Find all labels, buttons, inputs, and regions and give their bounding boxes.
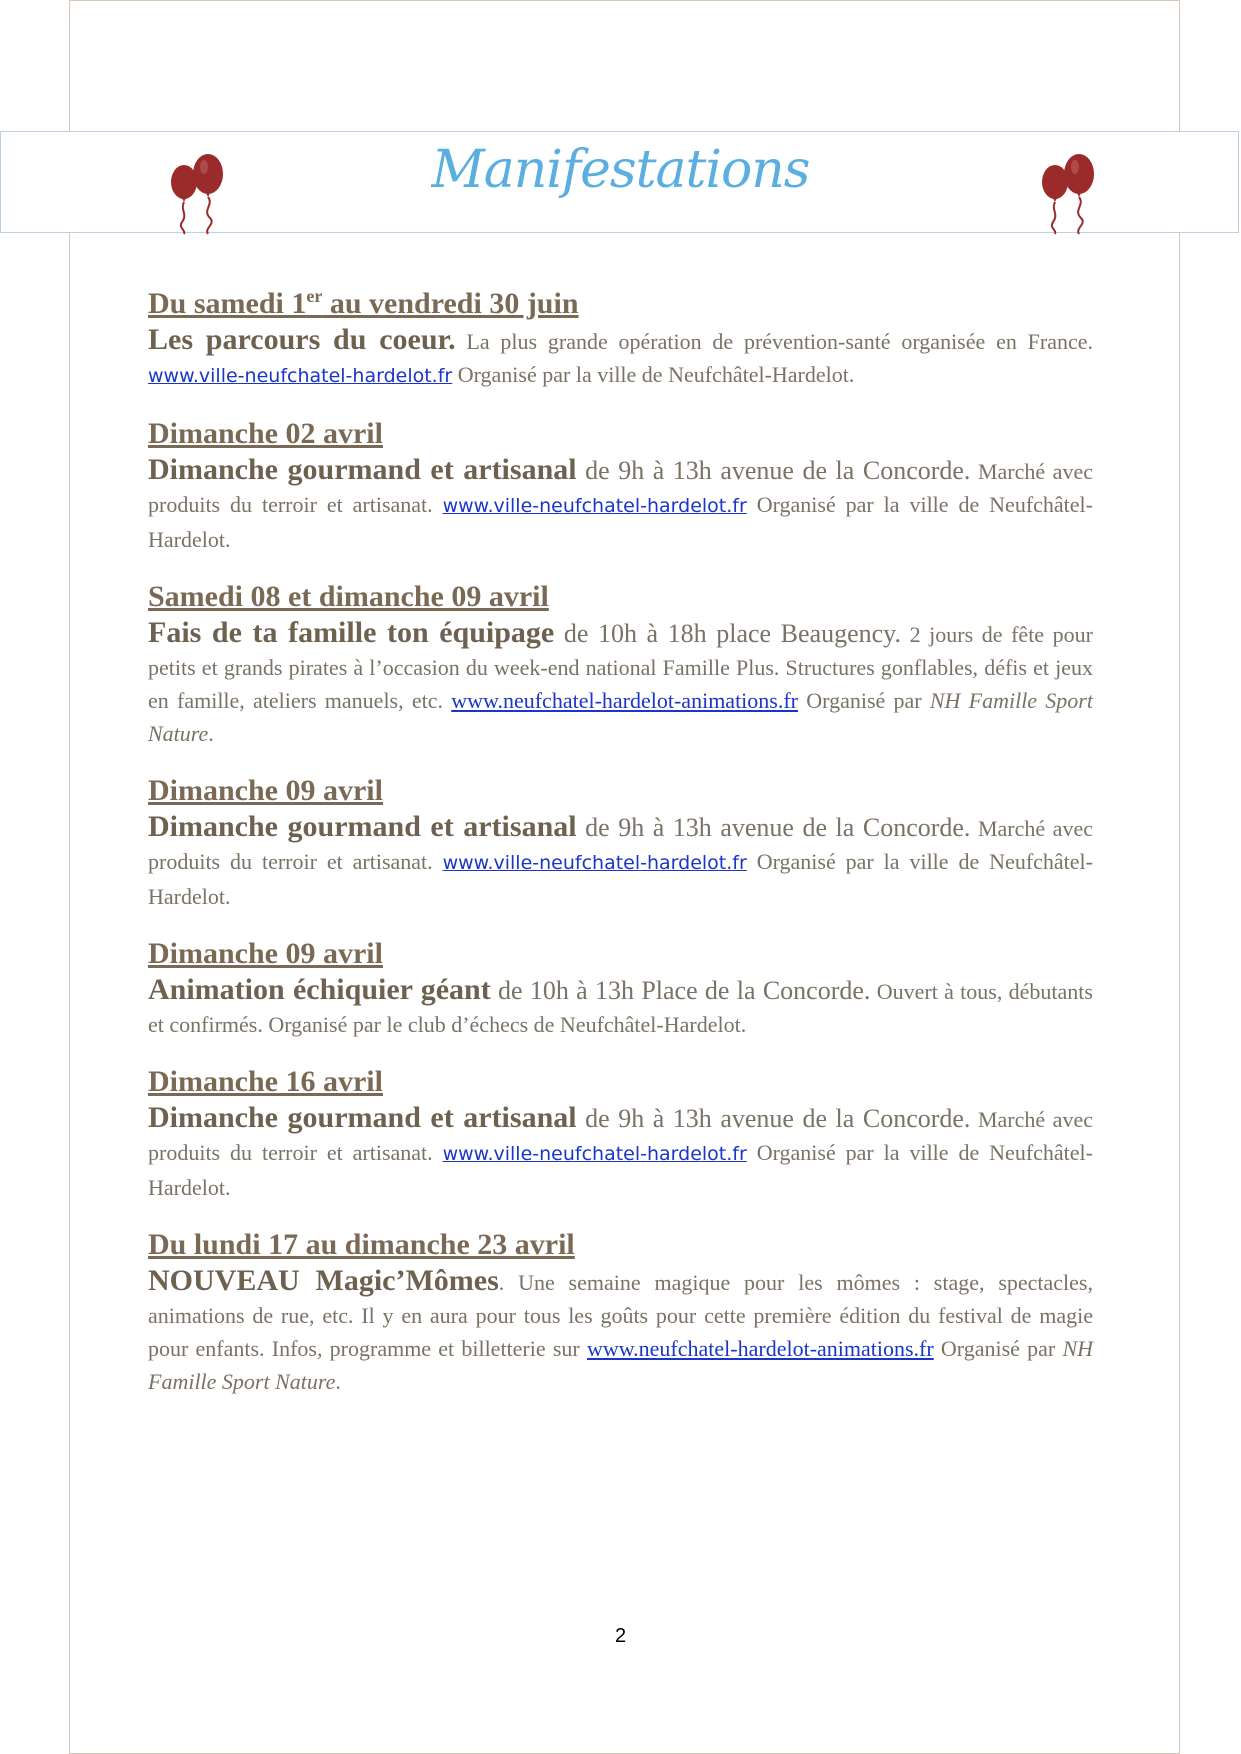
event-description: Dimanche gourmand et artisanal de 9h à 13h avenue de la Concorde. Marché avec produits du terroir et artisanat. www.ville-neufchatel-hardelot.fr Organisé par la ville de Neufchâtel-Hardelot. xyxy=(148,810,1093,909)
event-date: Du samedi 1er au vendredi 30 juin xyxy=(148,286,579,320)
event-description: NOUVEAU Magic’Mômes. Une semaine magique pour les mômes : stage, spectacles, animations de rue, etc. Il y en aura pour tous les goûts pour cette première édition du festival de magie pour enfants. Infos, programme et billetterie sur www.neufchatel-hardelot-animations.fr Organisé par NH Famille Sport Nature. xyxy=(148,1264,1093,1394)
event-description: Fais de ta famille ton équipage de 10h à 18h place Beaugency. 2 jours de fête pour petits et grands pirates à l’occasion du week-end national Famille Plus. Structures gonflables, défis et jeux en famille, ateliers manuels, etc. www.neufchatel-hardelot-animations.fr Organisé par NH Famille Sport Nature. xyxy=(148,616,1093,746)
event-item xyxy=(148,935,1093,1041)
event-title: Dimanche gourmand et artisanal xyxy=(148,810,577,843)
event-link[interactable]: www.ville-neufchatel-hardelot.fr xyxy=(442,1143,747,1165)
event-link[interactable]: www.ville-neufchatel-hardelot.fr xyxy=(442,495,747,517)
event-date: Dimanche 16 avril xyxy=(148,1065,383,1098)
event-description: Dimanche gourmand et artisanal de 9h à 13h avenue de la Concorde. Marché avec produits du terroir et artisanat. www.ville-neufchatel-hardelot.fr Organisé par la ville de Neufchâtel-Hardelot. xyxy=(148,1101,1093,1200)
event-description: Les parcours du coeur. La plus grande opération de prévention-santé organisée en France. www.ville-neufchatel-hardelot.fr Organisé par la ville de Neufchâtel-Hardelot. xyxy=(148,323,1093,387)
event-title: Animation échiquier géant xyxy=(148,973,491,1006)
page-number: 2 xyxy=(614,1625,627,1647)
event-title: Dimanche gourmand et artisanal xyxy=(148,1101,577,1134)
event-date: Dimanche 09 avril xyxy=(148,937,383,970)
event-title: NOUVEAU Magic’Mômes xyxy=(148,1264,499,1297)
event-title: Fais de ta famille ton équipage xyxy=(148,616,555,649)
event-item xyxy=(148,1226,1093,1398)
event-link[interactable]: www.ville-neufchatel-hardelot.fr xyxy=(442,852,747,874)
event-date: Dimanche 09 avril xyxy=(148,774,383,807)
event-item xyxy=(148,285,1093,393)
event-date: Samedi 08 et dimanche 09 avril xyxy=(148,580,549,613)
event-date: Du lundi 17 au dimanche 23 avril xyxy=(148,1228,575,1261)
event-title: Les parcours du coeur. xyxy=(148,323,456,356)
event-description: Dimanche gourmand et artisanal de 9h à 13h avenue de la Concorde. Marché avec produits du terroir et artisanat. www.ville-neufchatel-hardelot.fr Organisé par la ville de Neufchâtel-Hardelot. xyxy=(148,453,1093,552)
event-item xyxy=(148,415,1093,556)
event-link[interactable]: www.neufchatel-hardelot-animations.fr xyxy=(451,688,799,713)
event-date: Dimanche 02 avril xyxy=(148,417,383,450)
event-item xyxy=(148,578,1093,750)
event-title: Dimanche gourmand et artisanal xyxy=(148,453,577,486)
event-item xyxy=(148,1063,1093,1204)
event-description: Animation échiquier géant de 10h à 13h Place de la Concorde. Ouvert à tous, débutants et confirmés. Organisé par le club d’échecs de Neufchâtel-Hardelot. xyxy=(148,973,1093,1037)
event-link[interactable]: www.ville-neufchatel-hardelot.fr xyxy=(148,365,453,387)
page-title: Manifestations xyxy=(431,140,810,200)
event-item xyxy=(148,772,1093,913)
events-list xyxy=(148,285,1093,1420)
event-link[interactable]: www.neufchatel-hardelot-animations.fr xyxy=(586,1336,934,1361)
